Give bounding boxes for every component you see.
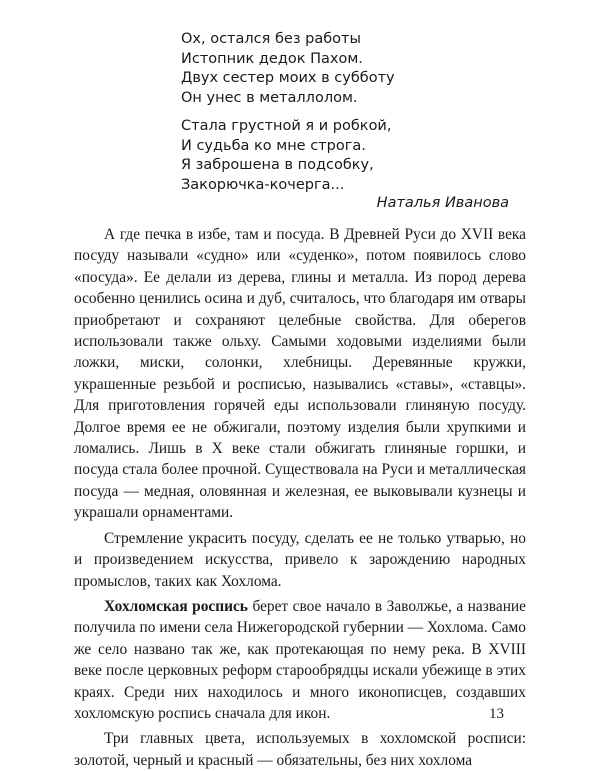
poem-line: Стала грустной я и робкой, [181, 118, 392, 134]
poem-line: Я заброшена в подсобку, [181, 157, 374, 173]
poem-author: Наталья Иванова [376, 195, 509, 211]
poem-stanza-2 [181, 117, 521, 214]
body-text [74, 224, 526, 771]
poem-stanza-1 [181, 30, 521, 108]
paragraph-3-text: берет свое начало в Заволжье, а название получила по имени села Нижегородской губернии — Хохлома. Само же село названо так же, как протекающая по нему река. В XVIII веке после церковных реформ старообрядцы искали убежище в этих краях. Среди них находилось и много иконописцев, создавших хохломскую роспись сначала для икон. [74, 597, 527, 722]
poem-line: Ох, остался без работы [181, 31, 361, 47]
poem [181, 30, 521, 223]
paragraph-2: Стремление украсить посуду, сделать ее не только утварью, но и произведением искусства, привело к зарождению народных промыслов, таких как Хохлома. [74, 529, 526, 590]
paragraph-3 [74, 596, 526, 724]
page-number: 13 [489, 706, 504, 722]
paragraph-3-bold-term: Хохломская роспись [104, 597, 248, 615]
paragraph-4: Три главных цвета, используемых в хохломской росписи: золотой, черный и красный — обязательны, без них хохлома [74, 730, 526, 769]
poem-line: Истопник дедок Пахом. [181, 50, 363, 67]
poem-line: Он унес в металлолом. [181, 89, 358, 106]
poem-line: И судьба ко мне строга. [181, 137, 366, 154]
poem-line: Закорючка-кочерга... [181, 176, 345, 193]
poem-line: Двух сестер моих в субботу [181, 70, 395, 86]
paragraph-1: А где печка в избе, там и посуда. В Древней Руси до XVII века посуду называли «судно» или «суденко», потом появилось слово «посуда». Ее делали из дерева, глины и металла. Из пород дерева особенно ценились осина и дуб, считалось, что благодаря им отвары приобретают и сохраняют целебные свойства. Для оберегов использовали также ольху. Самыми ходовыми изделиями были ложки, миски, солонки, хлебницы. Деревянные кружки, украшенные резьбой и росписью, назывались «ставы», «ставцы». Для приготовления горячей еды использовали глиняную посуду. Долгое время ее не обжигали, поэтому изделия были хрупкими и ломались. Лишь в X веке стали обжигать глиняные горшки, и посуда стала более прочной. Существовала на Руси и металлическая посуда — медная, оловянная и железная, ее выковывали кузнецы и украшали орнаментами. [74, 226, 526, 522]
